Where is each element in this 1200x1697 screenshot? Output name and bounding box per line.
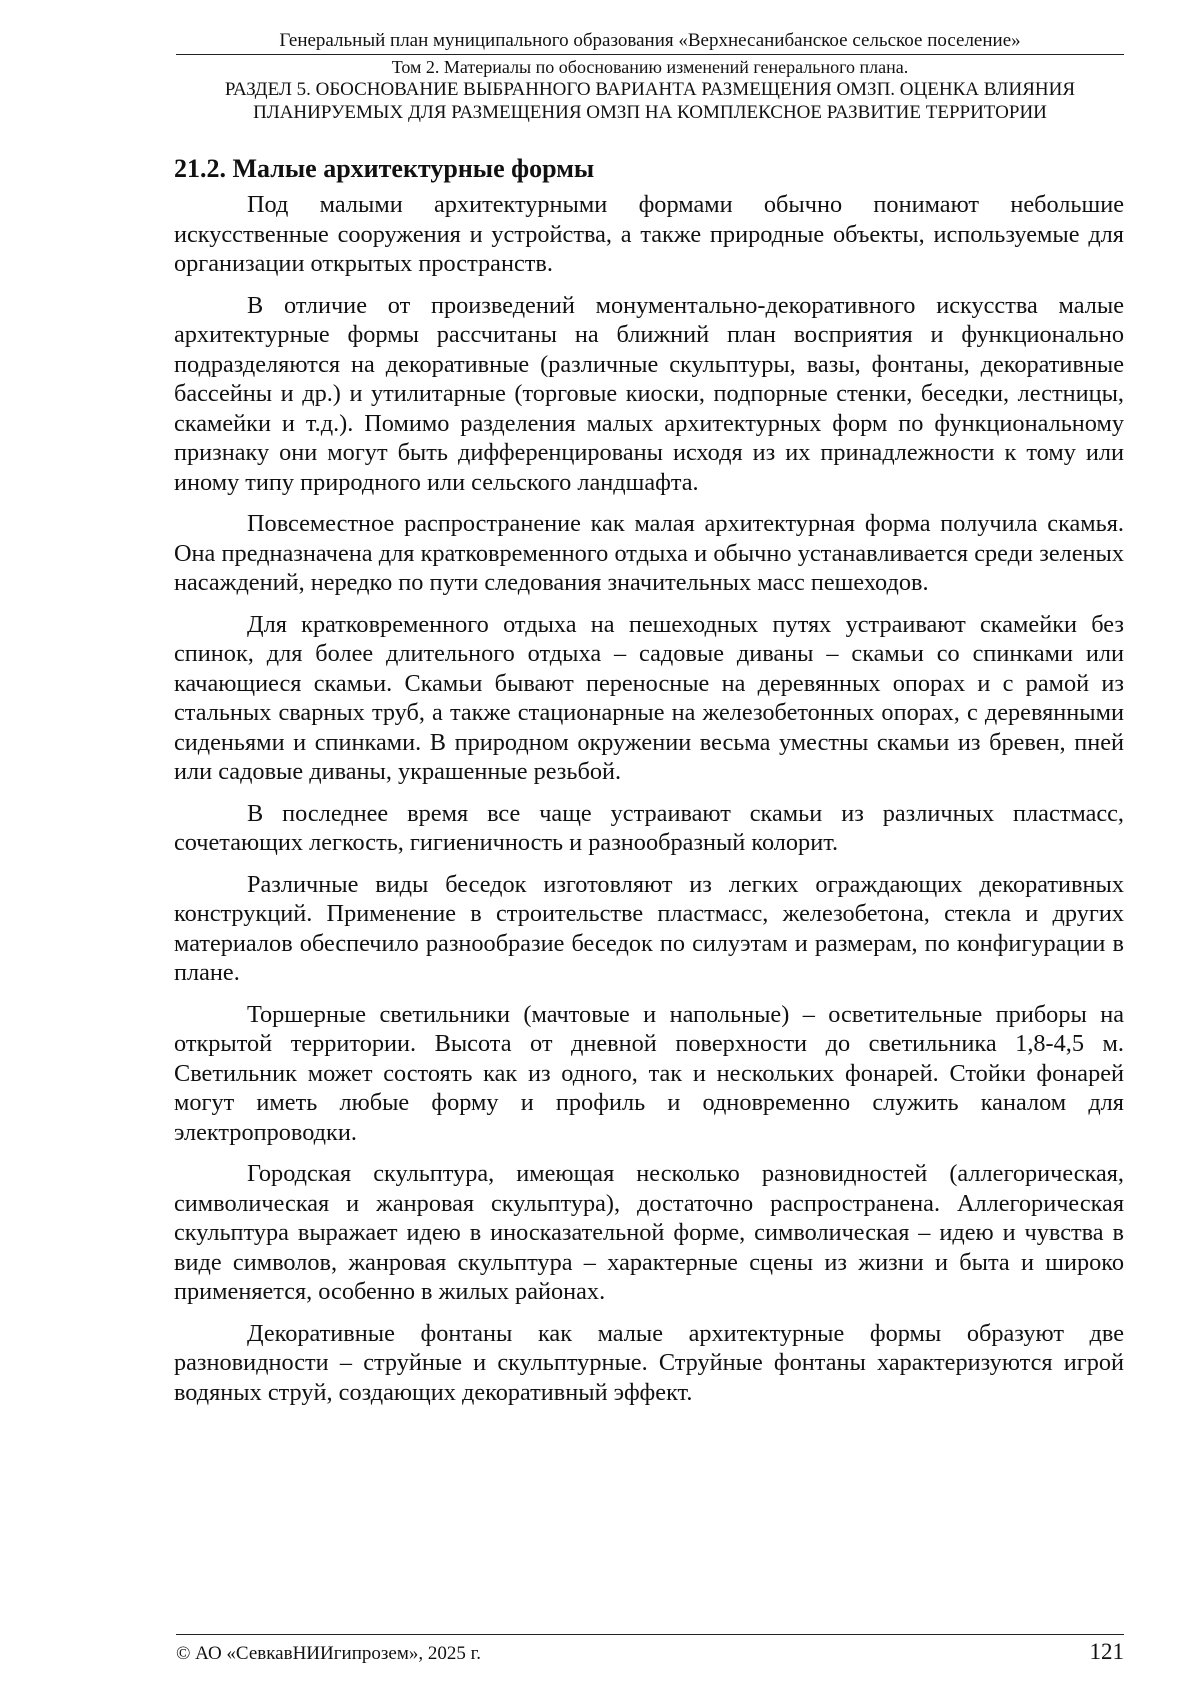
footer-copyright: © АО «СевкавНИИгипрозем», 2025 г. [176,1643,481,1664]
header-volume-title: Том 2. Материалы по обоснованию изменений генерального плана. [391,57,909,77]
paragraph: Повсеместное распространение как малая архитектурная форма получила скамья. Она предназначена для кратковременного отдыха и обычно устанавливается среди зеленых насаждений, нередко по пути следования значительных масс пешеходов. [174,510,1124,596]
section-heading: 21.2. Малые архитектурные формы [174,154,595,183]
footer-divider [176,1634,1124,1635]
paragraph: Для кратковременного отдыха на пешеходных путях устраивают скамейки без спинок, для более длительного отдыха – садовые диваны – скамьи со спинками или качающиеся скамьи. Скамьи бывают переносные на деревянных опорах и с рамой из стальных сварных труб, а также стационарные на железобетонных опорах, с деревянными сиденьями и спинками. В природном окружении весьма уместны скамьи из бревен, пней или садовые диваны, украшенные резьбой. [174,610,1124,785]
main-content [174,152,1124,1419]
header-section-title-line2: ПЛАНИРУЕМЫХ ДЛЯ РАЗМЕЩЕНИЯ ОМЗП НА КОМПЛЕКСНОЕ РАЗВИТИЕ ТЕРРИТОРИИ [253,102,1047,123]
paragraph: Городская скульптура, имеющая несколько разновидностей (аллегорическая, символическая и жанровая скульптура), достаточно распространена. Аллегорическая скульптура выражает идею в иносказательной форме, символическая – идею и чувства в виде символов, жанровая скульптура – характерные сцены из жизни и быта и широко применяется, особенно в жилых районах. [174,1160,1124,1305]
paragraph: Различные виды беседок изготовляют из легких ограждающих декоративных конструкций. Применение в строительстве пластмасс, железобетона, стекла и других материалов обеспечило разнообразие беседок по силуэтам и размерам, по конфигурации в плане. [174,870,1124,986]
header-divider [176,54,1124,55]
paragraph: Под малыми архитектурными формами обычно понимают небольшие искусственные сооружения и устройства, а также природные объекты, используемые для организации открытых пространств. [174,191,1124,277]
paragraph: Торшерные светильники (мачтовые и напольные) – осветительные приборы на открытой территории. Высота от дневной поверхности до светильника 1,8-4,5 м. Светильник может состоять как из одного, так и нескольких фонарей. Стойки фонарей могут иметь любые форму и профиль и одновременно служить каналом для электропроводки. [174,1000,1124,1146]
paragraph: В последнее время все чаще устраивают скамьи из различных пластмасс, сочетающих легкость, гигиеничность и разнообразный колорит. [174,799,1124,856]
header-section-title-line1: РАЗДЕЛ 5. ОБОСНОВАНИЕ ВЫБРАННОГО ВАРИАНТА РАЗМЕЩЕНИЯ ОМЗП. ОЦЕНКА ВЛИЯНИЯ [224,79,1076,100]
paragraph: Декоративные фонтаны как малые архитектурные формы образуют две разновидности – струйные и скульптурные. Струйные фонтаны характеризуются игрой водяных струй, создающих декоративный эффект. [174,1319,1124,1406]
paragraph: В отличие от произведений монументально-декоративного искусства малые архитектурные формы рассчитаны на ближний план восприятия и функционально подразделяются на декоративные (различные скульптуры, вазы, фонтаны, декоративные бассейны и др.) и утилитарные (торговые киоски, подпорные стенки, беседки, лестницы, скамейки и т.д.). Помимо разделения малых архитектурных форм по функциональному признаку они могут быть дифференцированы исходя из их принадлежности к тому или иному типу природного или сельского ландшафта. [174,291,1124,496]
header-document-title: Генеральный план муниципального образования «Верхнесанибанское сельское поселение» [279,30,1021,51]
page-number: 121 [1089,1639,1124,1664]
